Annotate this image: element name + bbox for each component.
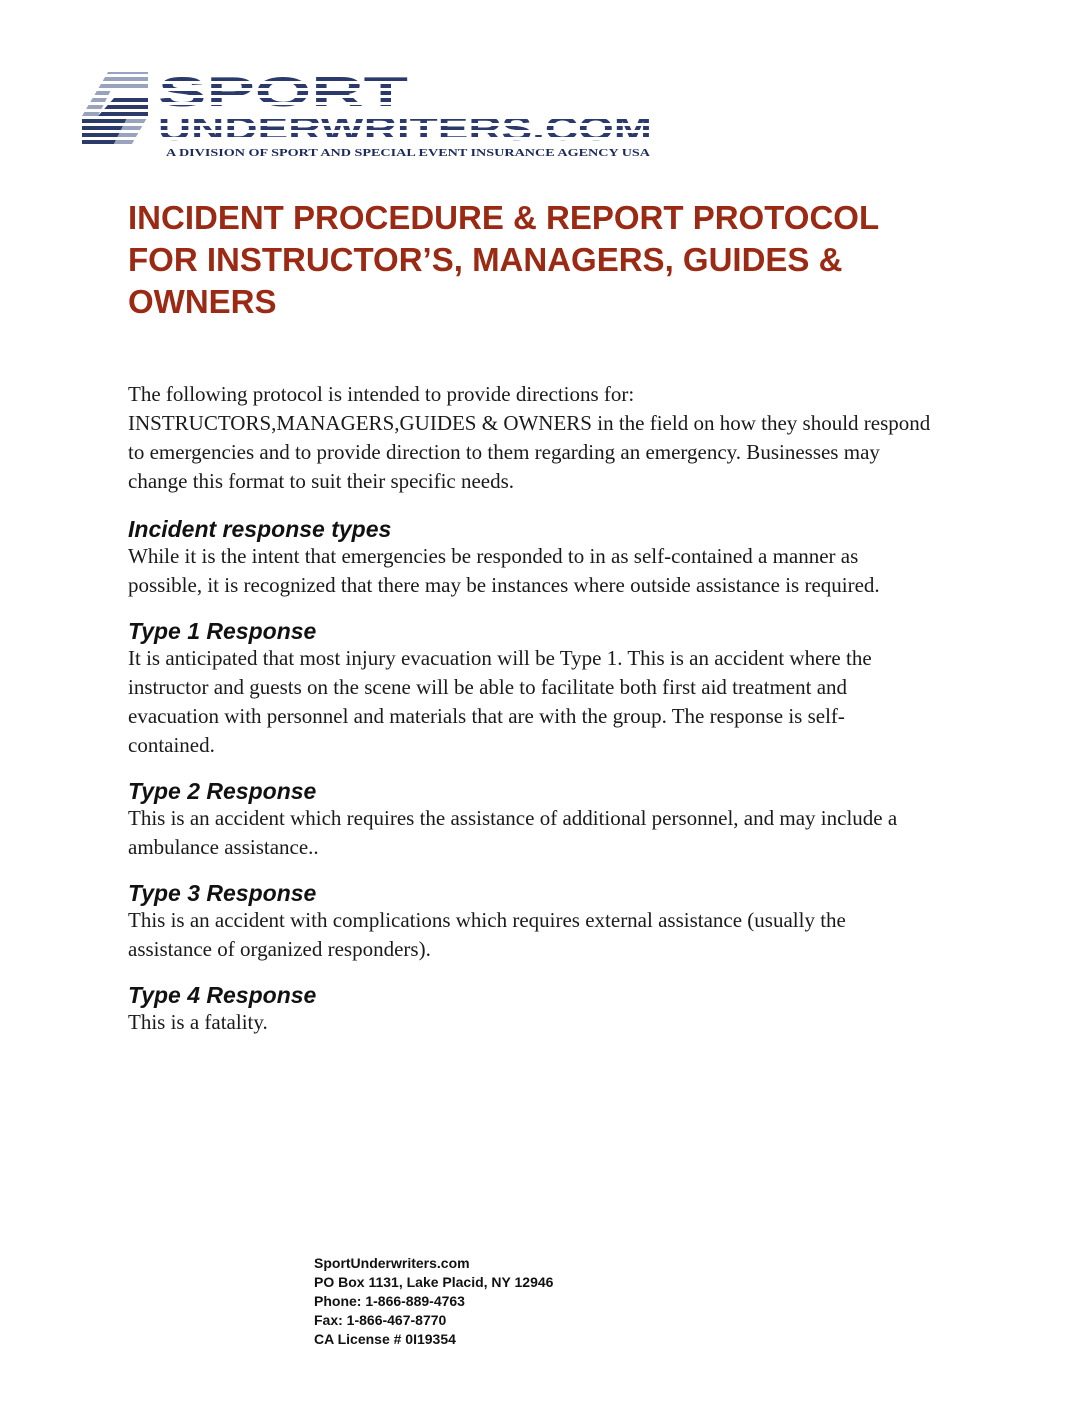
section-heading: Incident response types bbox=[128, 516, 392, 542]
section-incident-response-types bbox=[128, 516, 1018, 600]
document-body bbox=[128, 380, 1018, 1055]
section-heading: Type 4 Response bbox=[128, 982, 317, 1008]
document-title bbox=[128, 197, 1028, 323]
paragraph-line: evacuation with personnel and materials that are with the group. The response is self- bbox=[128, 704, 845, 728]
section-paragraph bbox=[128, 804, 1018, 862]
paragraph-line: This is a fatality. bbox=[128, 1010, 268, 1034]
section-heading: Type 1 Response bbox=[128, 618, 317, 644]
footer-website: SportUnderwriters.com bbox=[314, 1255, 470, 1271]
logo-tagline: A DIVISION OF SPORT AND SPECIAL EVENT INSURANCE AGENCY USA bbox=[166, 148, 652, 159]
paragraph-line: possible, it is recognized that there may be instances where outside assistance is required. bbox=[128, 573, 880, 597]
title-line: FOR INSTRUCTOR’S, MANAGERS, GUIDES & bbox=[128, 241, 843, 278]
company-logo bbox=[78, 70, 658, 162]
contact-footer bbox=[314, 1254, 553, 1349]
paragraph-line: instructor and guests on the scene will be able to facilitate both first aid treatment and bbox=[128, 675, 848, 699]
footer-phone: Phone: 1-866-889-4763 bbox=[314, 1293, 465, 1309]
footer-address: PO Box 1131, Lake Placid, NY 12946 bbox=[314, 1274, 554, 1290]
paragraph-line: This is an accident with complications which requires external assistance (usually the bbox=[128, 908, 846, 932]
paragraph-line: The following protocol is intended to provide directions for: bbox=[128, 382, 635, 406]
title-line: OWNERS bbox=[128, 283, 277, 320]
paragraph-line: INSTRUCTORS,MANAGERS,GUIDES & OWNERS in the field on how they should respond bbox=[128, 411, 931, 435]
paragraph-line: ambulance assistance.. bbox=[128, 835, 319, 859]
paragraph-line: It is anticipated that most injury evacuation will be Type 1. This is an accident where the bbox=[128, 646, 872, 670]
paragraph-line: This is an accident which requires the assistance of additional personnel, and may include a bbox=[128, 806, 898, 830]
section-type-1-response bbox=[128, 618, 1018, 760]
intro-paragraph bbox=[128, 380, 1018, 496]
footer-fax: Fax: 1-866-467-8770 bbox=[314, 1312, 447, 1328]
section-heading: Type 3 Response bbox=[128, 880, 317, 906]
section-paragraph bbox=[128, 542, 1018, 600]
title-line: INCIDENT PROCEDURE & REPORT PROTOCOL bbox=[128, 199, 880, 236]
logo-line1: SPORT bbox=[158, 70, 409, 115]
section-paragraph bbox=[128, 1008, 1018, 1037]
section-heading: Type 2 Response bbox=[128, 778, 317, 804]
paragraph-line: to emergencies and to provide direction to them regarding an emergency. Businesses may bbox=[128, 440, 880, 464]
s-stripes-logo-icon bbox=[82, 72, 148, 144]
paragraph-line: contained. bbox=[128, 733, 215, 757]
section-type-3-response bbox=[128, 880, 1018, 964]
paragraph-line: assistance of organized responders). bbox=[128, 937, 431, 961]
paragraph-line: change this format to suit their specific needs. bbox=[128, 469, 515, 493]
section-type-4-response bbox=[128, 982, 1018, 1037]
section-type-2-response bbox=[128, 778, 1018, 862]
section-paragraph bbox=[128, 644, 1018, 760]
paragraph-line: While it is the intent that emergencies be responded to in as self-contained a manner as bbox=[128, 544, 859, 568]
section-paragraph bbox=[128, 906, 1018, 964]
footer-license: CA License # 0I19354 bbox=[314, 1331, 456, 1347]
logo-line2: UNDERWRITERS.COM bbox=[158, 110, 652, 147]
